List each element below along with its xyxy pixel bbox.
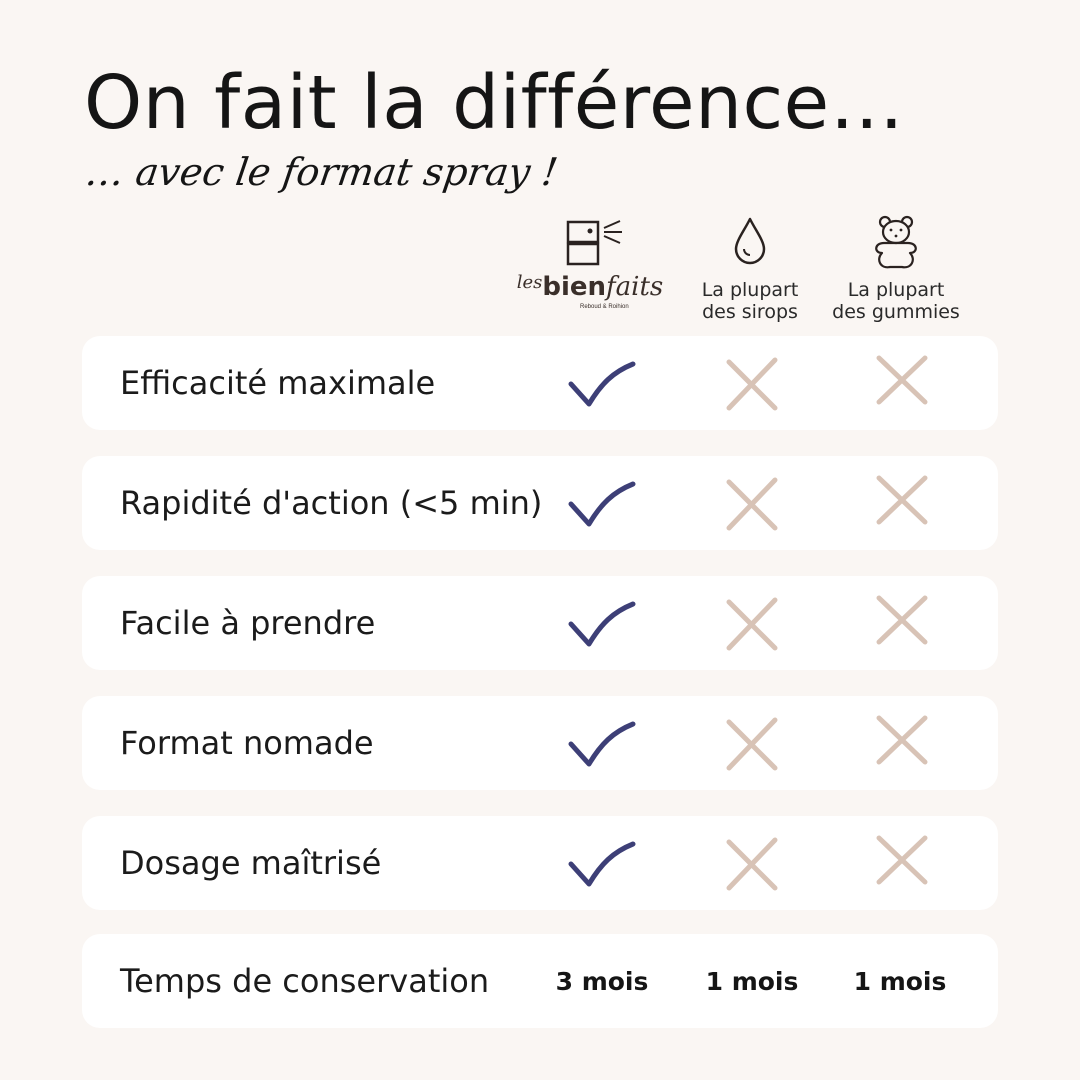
value-gummies: 1 mois xyxy=(853,967,947,996)
brand-logo xyxy=(510,272,670,302)
comparison-row xyxy=(82,934,998,1028)
row-label: Rapidité d'action (<5 min) xyxy=(120,484,543,522)
spray-icon xyxy=(562,218,632,268)
check-icon xyxy=(567,594,637,654)
column-header-syrups xyxy=(675,215,825,323)
check-icon xyxy=(567,834,637,894)
brand-bien: bien xyxy=(542,272,607,302)
comparison-row xyxy=(82,816,998,910)
cross-icon xyxy=(867,594,937,654)
value-brand: 3 mois xyxy=(555,967,649,996)
row-label: Dosage maîtrisé xyxy=(120,844,382,882)
cross-icon xyxy=(867,714,937,774)
column-label-gummies-line2: des gummies xyxy=(832,301,960,323)
brand-tagline: Reboud & Roihion xyxy=(580,304,629,310)
check-icon xyxy=(567,354,637,414)
page-title: On fait la différence… xyxy=(84,60,905,146)
cross-icon xyxy=(717,594,787,654)
column-label-syrups-line1: La plupart xyxy=(701,279,799,301)
cross-icon xyxy=(717,834,787,894)
row-label: Temps de conservation xyxy=(120,962,490,1000)
comparison-row xyxy=(82,696,998,790)
brand-faits: faits xyxy=(606,272,664,302)
cross-icon xyxy=(867,354,937,414)
gummy-bear-icon xyxy=(870,215,922,271)
cross-icon xyxy=(717,354,787,414)
cross-icon xyxy=(867,834,937,894)
column-header-brand xyxy=(510,218,670,318)
cross-icon xyxy=(717,714,787,774)
row-label: Efficacité maximale xyxy=(120,364,436,402)
check-icon xyxy=(567,474,637,534)
comparison-row xyxy=(82,456,998,550)
comparison-row xyxy=(82,336,998,430)
column-header-gummies xyxy=(821,215,971,323)
row-label: Format nomade xyxy=(120,724,374,762)
value-syrups: 1 mois xyxy=(705,967,799,996)
drop-icon xyxy=(730,215,770,267)
page-subtitle: … avec le format spray ! xyxy=(82,150,561,194)
cross-icon xyxy=(867,474,937,534)
comparison-row xyxy=(82,576,998,670)
check-icon xyxy=(567,714,637,774)
row-label: Facile à prendre xyxy=(120,604,376,642)
brand-les: les xyxy=(516,272,543,293)
cross-icon xyxy=(717,474,787,534)
column-label-syrups-line2: des sirops xyxy=(702,301,798,323)
column-label-gummies-line1: La plupart xyxy=(847,279,945,301)
